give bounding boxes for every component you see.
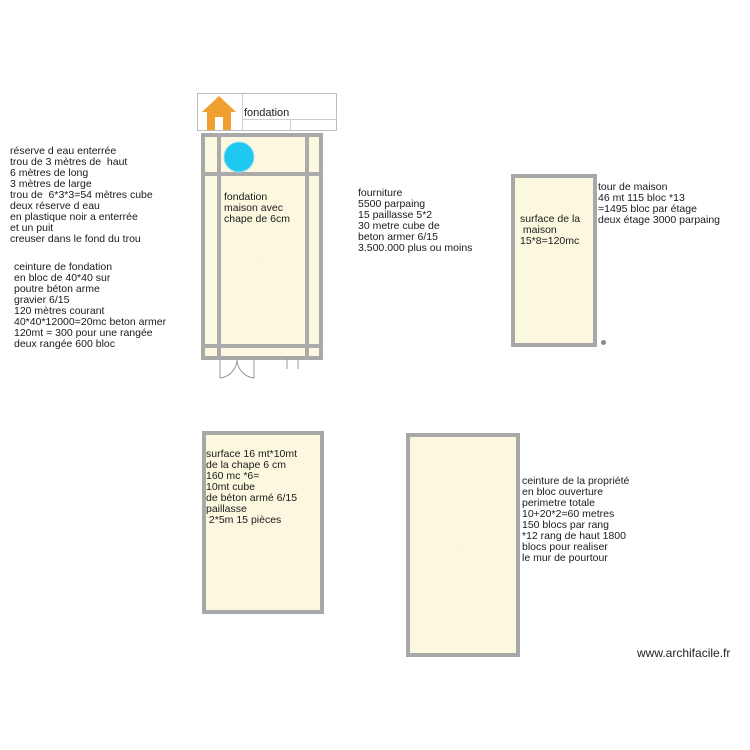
surface-chape-label: surface 16 mt*10mt de la chape 6 cm 160 mc *6= 10mt cube de béton armé 6/15 paillasse 2*5m 15 pièces xyxy=(206,448,298,526)
note-ceinture-fondation: ceinture de fondation en bloc de 40*40 sur poutre béton arme gravier 6/15 120 mètres courant 40*40*12000=20mc beton armer 120mt = 300 pour une rangée deux rangée 600 bloc xyxy=(14,261,167,350)
dim-mark: ···· xyxy=(459,543,463,547)
corner-marker xyxy=(601,340,606,345)
room-surface-maison xyxy=(511,174,597,347)
inner-wall-right xyxy=(305,133,309,360)
room-propriete xyxy=(406,433,520,657)
note-fourniture: fourniture 5500 parpaing 15 paillasse 5*2 30 metre cube de beton armer 6/15 3.500.000 plus ou moins xyxy=(358,187,473,254)
water-tank-icon xyxy=(222,140,256,174)
note-ceinture-propriete: ceinture de la propriété en bloc ouverture perimetre totale 10+20*2=60 metres 150 blocs par rang *12 rang de haut 1800 blocs pour realiser le mur de pourtour xyxy=(522,475,630,564)
note-tour-maison: tour de maison 46 mt 115 bloc *13 =1495 bloc par étage deux étage 3000 parpaing xyxy=(598,181,721,226)
title-label: fondation xyxy=(244,107,290,119)
door-icon xyxy=(286,358,300,370)
dim-mark: ···· xyxy=(258,260,262,264)
home-icon xyxy=(200,95,238,131)
house-label: fondation maison avec chape de 6cm xyxy=(224,191,290,225)
double-door-icon xyxy=(219,358,255,380)
brand-watermark[interactable]: www.archifacile.fr xyxy=(637,646,731,660)
note-reserve-eau: réserve d eau enterrée trou de 3 mètres de haut 6 mètres de long 3 mètres de large trou de 6*3*3=54 mètres cube deux réserve d eau en plastique noir a enterrée et un puit creuser dans le fond du trou xyxy=(10,145,153,245)
surface-maison-label: surface de la maison 15*8=120mc xyxy=(520,213,581,247)
